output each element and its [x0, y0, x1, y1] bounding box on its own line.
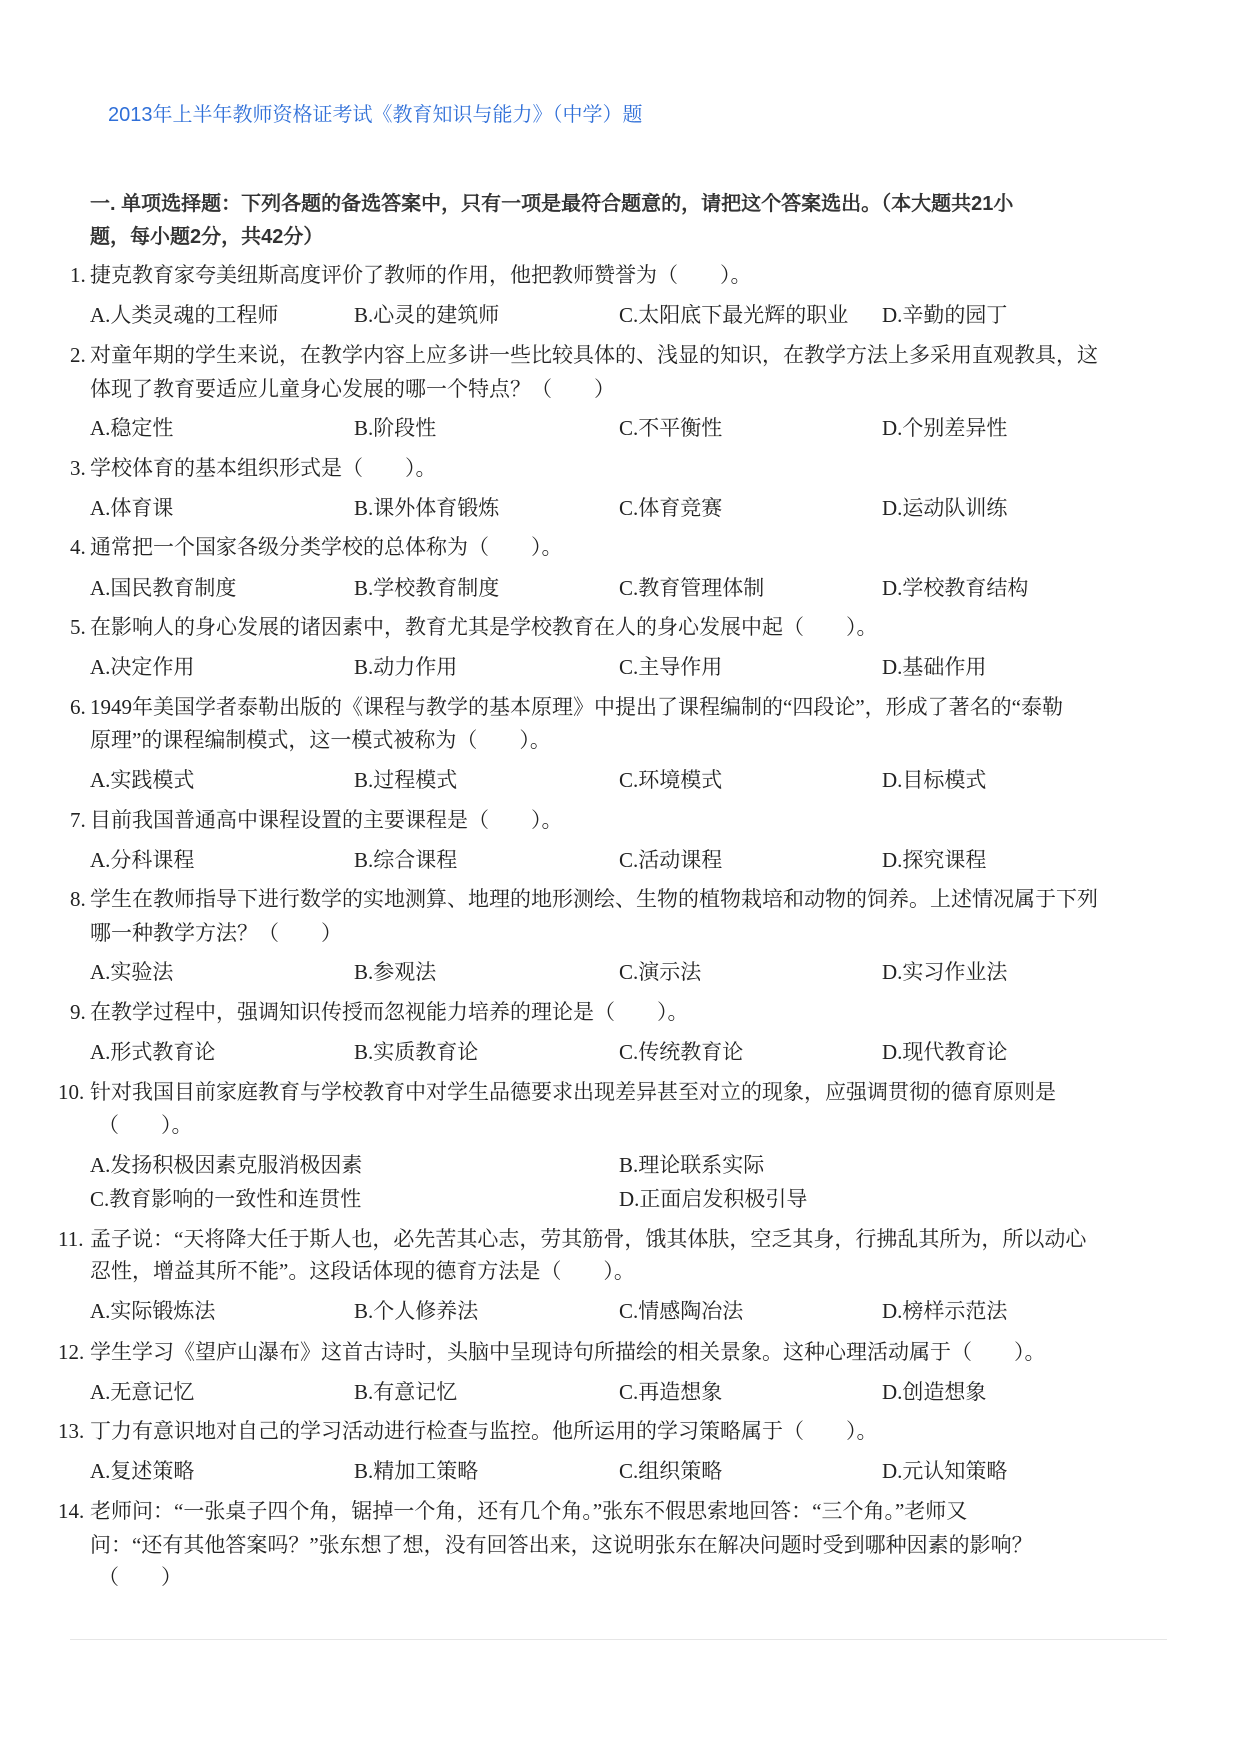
answer-option: D.目标模式 — [882, 768, 987, 792]
answer-option: B.参观法 — [354, 960, 437, 984]
answer-option: A.实验法 — [90, 960, 174, 984]
answer-option: C.太阳底下最光辉的职业 — [619, 303, 849, 327]
answer-option: C.传统教育论 — [619, 1040, 744, 1064]
answer-option: A.无意记忆 — [90, 1380, 195, 1404]
answer-option: B.过程模式 — [354, 768, 458, 792]
answer-option: D.创造想象 — [882, 1380, 987, 1404]
section-heading-line-1: 一. 单项选择题：下列各题的备选答案中，只有一项是最符合题意的，请把这个答案选出。（本大题共21小 — [90, 193, 1014, 215]
answer-option: C.再造想象 — [619, 1380, 723, 1404]
answer-option: C.情感陶冶法 — [619, 1299, 744, 1323]
question-text: 学校体育的基本组织形式是（ ）。 — [90, 456, 437, 480]
question-text: 学生在教师指导下进行数学的实地测算、地理的地形测绘、生物的植物栽培和动物的饲养。上述情况属于下列 — [90, 887, 1098, 911]
answer-option: C.环境模式 — [619, 768, 723, 792]
section-heading-line-2: 题，每小题2分，共42分） — [90, 226, 324, 248]
question-text: 针对我国目前家庭教育与学校教育中对学生品德要求出现差异甚至对立的现象，应强调贯彻的德育原则是 — [90, 1080, 1056, 1104]
question-text: 学生学习《望庐山瀑布》这首古诗时，头脑中呈现诗句所描绘的相关景象。这种心理活动属于（ ）。 — [90, 1340, 1046, 1364]
answer-option: B.心灵的建筑师 — [354, 303, 500, 327]
question-text: 孟子说：“天将降大任于斯人也，必先苦其心志，劳其筋骨，饿其体肤，空乏其身，行拂乱其所为，所以动心 — [90, 1227, 1087, 1251]
page-divider — [70, 1639, 1167, 1640]
answer-option: B.个人修养法 — [354, 1299, 479, 1323]
question-number: 7. — [70, 808, 86, 832]
answer-option: D.榜样示范法 — [882, 1299, 1008, 1323]
answer-option: A.形式教育论 — [90, 1040, 216, 1064]
answer-option: B.阶段性 — [354, 416, 437, 440]
answer-option: D.正面启发积极引导 — [619, 1187, 808, 1211]
answer-option: A.稳定性 — [90, 416, 174, 440]
question-text: 在影响人的身心发展的诸因素中，教育尤其是学校教育在人的身心发展中起（ ）。 — [90, 615, 878, 639]
answer-option: C.主导作用 — [619, 655, 723, 679]
question-number: 8. — [70, 887, 86, 911]
answer-option: C.体育竞赛 — [619, 496, 723, 520]
answer-option: A.分科课程 — [90, 848, 195, 872]
question-number: 9. — [70, 1000, 86, 1024]
answer-option: D.学校教育结构 — [882, 576, 1029, 600]
question-text: 体现了教育要适应儿童身心发展的哪一个特点？（ ） — [90, 377, 615, 401]
answer-option: D.基础作用 — [882, 655, 987, 679]
answer-option: C.组织策略 — [619, 1459, 723, 1483]
answer-option: D.运动队训练 — [882, 496, 1008, 520]
answer-option: A.人类灵魂的工程师 — [90, 303, 279, 327]
question-number: 10. — [58, 1080, 85, 1104]
answer-option: C.教育影响的一致性和连贯性 — [90, 1187, 362, 1211]
question-number: 6. — [70, 695, 86, 719]
question-text: （ ）。 — [98, 1113, 193, 1137]
answer-option: D.探究课程 — [882, 848, 987, 872]
question-number: 12. — [58, 1340, 85, 1364]
answer-option: B.有意记忆 — [354, 1380, 458, 1404]
answer-option: B.实质教育论 — [354, 1040, 479, 1064]
question-text: （ ） — [98, 1565, 182, 1589]
answer-option: C.演示法 — [619, 960, 702, 984]
question-text: 对童年期的学生来说，在教学内容上应多讲一些比较具体的、浅显的知识，在教学方法上多采用直观教具，这 — [90, 343, 1098, 367]
answer-option: A.发扬积极因素克服消极因素 — [90, 1153, 363, 1177]
question-number: 4. — [70, 535, 86, 559]
answer-option: C.教育管理体制 — [619, 576, 765, 600]
answer-option: B.动力作用 — [354, 655, 458, 679]
question-number: 11. — [58, 1227, 84, 1251]
question-text: 在教学过程中，强调知识传授而忽视能力培养的理论是（ ）。 — [90, 1000, 689, 1024]
question-number: 1. — [70, 263, 86, 287]
question-number: 2. — [70, 343, 86, 367]
answer-option: C.不平衡性 — [619, 416, 723, 440]
answer-option: B.理论联系实际 — [619, 1153, 765, 1177]
question-text: 通常把一个国家各级分类学校的总体称为（ ）。 — [90, 535, 563, 559]
question-text: 忍性，增益其所不能”。这段话体现的德育方法是（ ）。 — [90, 1259, 635, 1283]
answer-option: A.实际锻炼法 — [90, 1299, 216, 1323]
answer-option: B.学校教育制度 — [354, 576, 500, 600]
question-number: 5. — [70, 615, 86, 639]
answer-option: A.体育课 — [90, 496, 174, 520]
question-text: 问：“还有其他答案吗？”张东想了想，没有回答出来，这说明张东在解决问题时受到哪种因素的影响？ — [90, 1533, 1033, 1557]
document-title: 2013年上半年教师资格证考试《教育知识与能力》（中学）题 — [108, 104, 643, 126]
answer-option: D.个别差异性 — [882, 416, 1008, 440]
question-number: 14. — [58, 1499, 85, 1523]
question-text: 捷克教育家夸美纽斯高度评价了教师的作用，他把教师赞誉为（ ）。 — [90, 263, 752, 287]
question-text: 原理”的课程编制模式，这一模式被称为（ ）。 — [90, 728, 551, 752]
answer-option: C.活动课程 — [619, 848, 723, 872]
question-text: 老师问：“一张桌子四个角，锯掉一个角，还有几个角。”张东不假思索地回答：“三个角。”老师又 — [90, 1499, 968, 1523]
answer-option: B.综合课程 — [354, 848, 458, 872]
question-number: 13. — [58, 1419, 85, 1443]
answer-option: A.决定作用 — [90, 655, 195, 679]
answer-option: B.精加工策略 — [354, 1459, 479, 1483]
answer-option: D.现代教育论 — [882, 1040, 1008, 1064]
answer-option: A.实践模式 — [90, 768, 195, 792]
question-text: 丁力有意识地对自己的学习活动进行检查与监控。他所运用的学习策略属于（ ）。 — [90, 1419, 878, 1443]
question-text: 1949年美国学者泰勒出版的《课程与教学的基本原理》中提出了课程编制的“四段论”，形成了著名的“泰勒 — [90, 695, 1063, 719]
answer-option: A.国民教育制度 — [90, 576, 237, 600]
answer-option: D.辛勤的园丁 — [882, 303, 1008, 327]
answer-option: D.实习作业法 — [882, 960, 1008, 984]
answer-option: D.元认知策略 — [882, 1459, 1008, 1483]
question-number: 3. — [70, 456, 86, 480]
answer-option: A.复述策略 — [90, 1459, 195, 1483]
answer-option: B.课外体育锻炼 — [354, 496, 500, 520]
question-text: 哪一种教学方法？（ ） — [90, 921, 342, 945]
question-text: 目前我国普通高中课程设置的主要课程是（ ）。 — [90, 808, 563, 832]
